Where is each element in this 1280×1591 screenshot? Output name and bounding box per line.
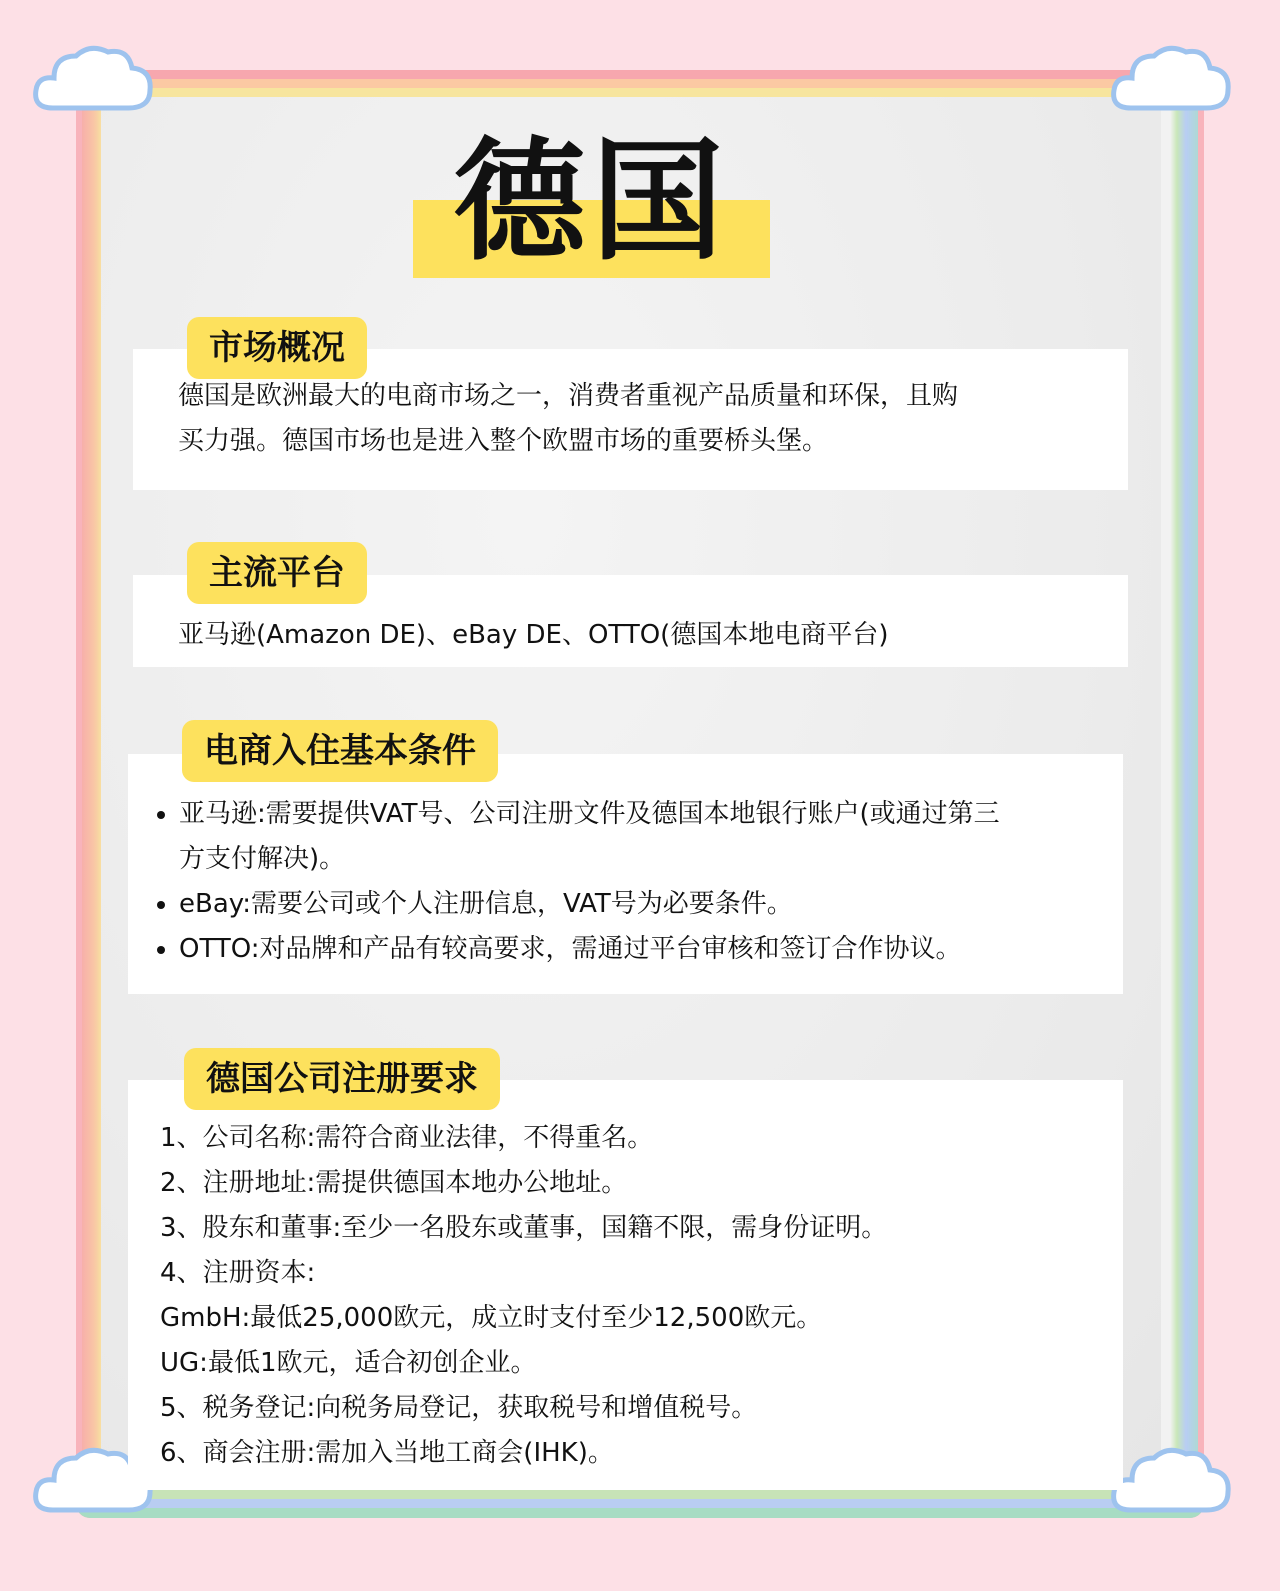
registration-card: [128, 1080, 1123, 1490]
list-item: [179, 792, 1113, 882]
platforms-heading: 主流平台: [187, 542, 367, 604]
registration-heading: 德国公司注册要求: [184, 1048, 500, 1110]
cloud-icon: [28, 38, 158, 128]
page-title: 德国: [453, 125, 730, 279]
list-item: [179, 927, 1113, 972]
registration-line: UG:最低1欧元，适合初创企业。: [160, 1348, 537, 1378]
registration-line: 1、公司名称:需符合商业法律，不得重名。: [160, 1123, 654, 1153]
registration-line: GmbH:最低25,000欧元，成立时支付至少12,500欧元。: [160, 1303, 823, 1333]
list-item-line: 方支付解决)。: [179, 844, 346, 874]
requirements-list: [133, 792, 1113, 972]
registration-line: 5、税务登记:向税务局登记，获取税号和增值税号。: [160, 1393, 758, 1423]
list-item-line: eBay:需要公司或个人注册信息，VAT号为必要条件。: [179, 889, 793, 919]
overview-heading: 市场概况: [187, 317, 367, 379]
requirements-card: [128, 754, 1123, 994]
list-item: [179, 882, 1113, 927]
cloud-icon: [1106, 38, 1236, 128]
registration-line: 6、商会注册:需加入当地工商会(IHK)。: [160, 1438, 614, 1468]
registration-line: 4、注册资本:: [160, 1258, 316, 1288]
title-block: [413, 125, 773, 280]
registration-line: 2、注册地址:需提供德国本地办公地址。: [160, 1168, 628, 1198]
list-item-line: OTTO:对品牌和产品有较高要求，需通过平台审核和签订合作协议。: [179, 934, 962, 964]
list-item-line: 亚马逊:需要提供VAT号、公司注册文件及德国本地银行账户(或通过第三: [179, 799, 1000, 829]
registration-line: 3、股东和董事:至少一名股东或董事，国籍不限，需身份证明。: [160, 1213, 888, 1243]
cloud-icon: [1106, 1440, 1236, 1530]
overview-line: 德国是欧洲最大的电商市场之一，消费者重视产品质量和环保，且购: [178, 381, 959, 411]
overview-line: 买力强。德国市场也是进入整个欧盟市场的重要桥头堡。: [178, 426, 829, 456]
requirements-heading: 电商入住基本条件: [182, 720, 498, 782]
platforms-text: 亚马逊(Amazon DE)、eBay DE、OTTO(德国本地电商平台): [178, 620, 889, 650]
